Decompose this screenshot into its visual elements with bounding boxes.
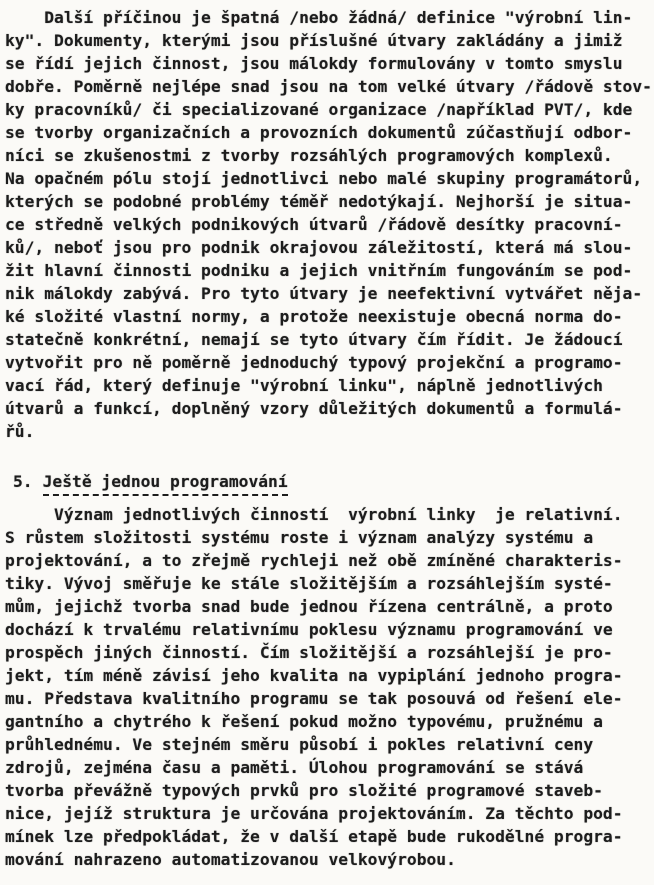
paragraph-2 [5, 503, 648, 871]
text-line: projektování, a to zřejmě rychleji než obě zmíněné charakteris- [5, 551, 623, 570]
text-line: prospěch jiných činností. Čím složitější a rozsáhlejší je pro- [5, 643, 613, 662]
text-line: jekt, tím méně závisí jeho kvalita na vypiplání jednoho progra- [5, 666, 623, 685]
text-line: ky pracovníků/ či specializované organizace /například PVT/, kde [5, 100, 633, 119]
section-heading [13, 470, 648, 496]
text-line: ků/, neboť jsou pro podnik okrajovou záležitostí, která má slou- [5, 238, 633, 257]
text-line: tiky. Vývoj směřuje ke stále složitějším a rozsáhlejším systé- [5, 574, 613, 593]
text-line: kterých se podobné problémy téměř nedotýkají. Nejhorší je situa- [5, 192, 633, 211]
section-title: Ještě jednou programování [43, 470, 288, 496]
text-line: Na opačném pólu stojí jednotlivci nebo malé skupiny programátorů, [5, 169, 643, 188]
text-line: se tvorby organizačních a provozních dokumentů zúčastňují odbor- [5, 123, 633, 142]
text-line: dochází k trvalému relativnímu poklesu významu programování ve [5, 620, 613, 639]
text-line: gantního a chytrého k řešení pokud možno typovému, pružnému a [5, 712, 603, 731]
text-line: žit hlavní činnosti podniku a jejich vnitřním fungováním se pod- [5, 261, 633, 280]
text-line: průhlednému. Ve stejném směru působí i pokles relativní ceny [5, 735, 594, 754]
text-line: tvorba převážně typových prvků pro složité programové staveb- [5, 781, 603, 800]
text-line: ké složité vlastní normy, a protože neexistuje obecná norma do- [5, 307, 623, 326]
paragraph-1 [5, 6, 652, 443]
text-line: se řídí jejich činnost, jsou málokdy formulovány v tomto smyslu [5, 54, 623, 73]
section-number: 5. [13, 472, 33, 491]
text-line: nice, jejíž struktura je určována projektováním. Za těchto pod- [5, 804, 623, 823]
text-line: mování nahrazeno automatizovanou velkovýrobou. [5, 850, 456, 869]
text-line: vytvořit pro ně poměrně jednoduchý typový projekční a programo- [5, 353, 623, 372]
text-line: mu. Představa kvalitního programu se tak posouvá od řešení ele- [5, 689, 623, 708]
text-line: mům, jejichž tvorba snad bude jednou řízena centrálně, a proto [5, 597, 613, 616]
text-line: dobře. Poměrně nejlépe snad jsou na tom velké útvary /řádově stov- [5, 77, 652, 96]
text-line: mínek lze předpokládat, že v další etapě bude rukodělné progra- [5, 827, 623, 846]
text-line: ky". Dokumenty, kterými jsou příslušné útvary zakládány a jimiž [5, 31, 623, 50]
text-line: Další příčinou je špatná /nebo žádná/ definice "výrobní lin- [5, 8, 633, 27]
text-line: nik málokdy zabývá. Pro tyto útvary je neefektivní vytvářet něja- [5, 284, 643, 303]
text-line: S růstem složitosti systému roste i význam analýzy systému a [5, 528, 594, 547]
text-line: útvarů a funkcí, doplněný vzory důležitých dokumentů a formulá- [5, 399, 623, 418]
text-line: ce středně velkých podnikových útvarů /řádově desítky pracovní- [5, 215, 623, 234]
text-line: níci se zkušenostmi z tvorby rozsáhlých programových komplexů. [5, 146, 613, 165]
text-line: vací řád, který definuje "výrobní linku", náplně jednotlivých [5, 376, 603, 395]
text-line: statečně konkrétní, nemají se tyto útvary čím řídit. Je žádoucí [5, 330, 623, 349]
text-line: zdrojů, zejména času a paměti. Úlohou programování se stává [5, 758, 584, 777]
text-line: řů. [5, 422, 35, 441]
text-line: Význam jednotlivých činností výrobní linky je relativní. [5, 505, 623, 524]
